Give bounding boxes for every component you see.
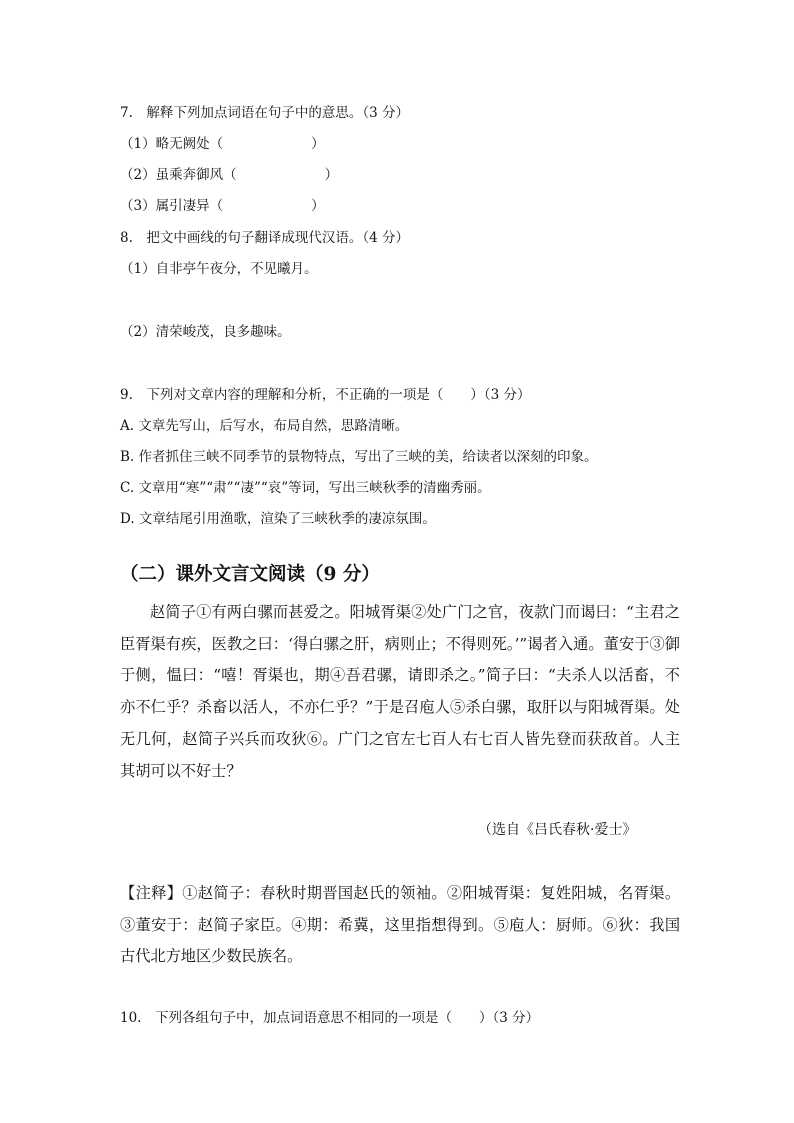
source-citation: （选自《吕氏春秋·爱士》: [478, 822, 637, 838]
q9-option-c: C. 文章用“寒”“肃”“凄”“哀”等词，写出三峡秋季的清幽秀丽。: [120, 480, 491, 496]
q9-stem: 9. 下列对文章内容的理解和分析，不正确的一项是（ ）（3 分）: [120, 387, 531, 403]
section-title: （二）课外文言文阅读（9 分）: [120, 564, 380, 585]
q7-item-2: （2）虽乘奔御风（ ）: [120, 167, 339, 183]
q7-stem: 7. 解释下列加点词语在句子中的意思。（3 分）: [120, 105, 410, 121]
q8-item-1: （1）自非亭午夜分，不见曦月。: [120, 261, 318, 277]
passage-text: 赵简子①有两白骡而甚爱之。阳城胥渠②处广门之官，夜款门而谒曰：“主君之臣胥渠有疾，医教之曰：‘得白骡之肝，病则止；不得则死。’”谒者入通。董安于③御于侧，愠曰：“嘻！胥渠也，期④吾君骡，请即杀之。”简子曰：“夫杀人以活畜，不亦不仁乎？杀畜以活人，不亦仁乎？”于是召庖人⑤杀白骡，取肝以与阳城胥渠。处无几何，赵简子兴兵而攻狄⑥。广门之官左七百人右七百人皆先登而获敌首。人主其胡可以不好士？: [120, 603, 680, 780]
q8-item-2: （2）清荣峻茂，良多趣味。: [120, 324, 291, 340]
annotation-note: 【注释】①赵简子：春秋时期晋国赵氏的领袖。②阳城胥渠：复姓阳城，名胥渠。③董安于：赵简子家臣。④期：希冀，这里指想得到。⑤庖人：厨师。⑥狄：我国古代北方地区少数民族名。: [120, 884, 680, 965]
passage: [120, 597, 680, 787]
q9-option-a: A. 文章先写山，后写水，布局自然，思路清晰。: [120, 418, 409, 434]
q7-item-1: （1）略无阙处（ ）: [120, 136, 325, 152]
q10-stem: 10. 下列各组句子中，加点词语意思不相同的一项是（ ）（3 分）: [120, 1010, 540, 1026]
q9-option-d: D. 文章结尾引用渔歌，渲染了三峡秋季的凄凉氛围。: [120, 511, 436, 527]
q9-option-b: B. 作者抓住三峡不同季节的景物特点，写出了三峡的美，给读者以深刻的印象。: [120, 449, 598, 465]
q7-item-3: （3）属引凄异（ ）: [120, 198, 325, 214]
q8-stem: 8. 把文中画线的句子翻译成现代汉语。（4 分）: [120, 230, 410, 246]
